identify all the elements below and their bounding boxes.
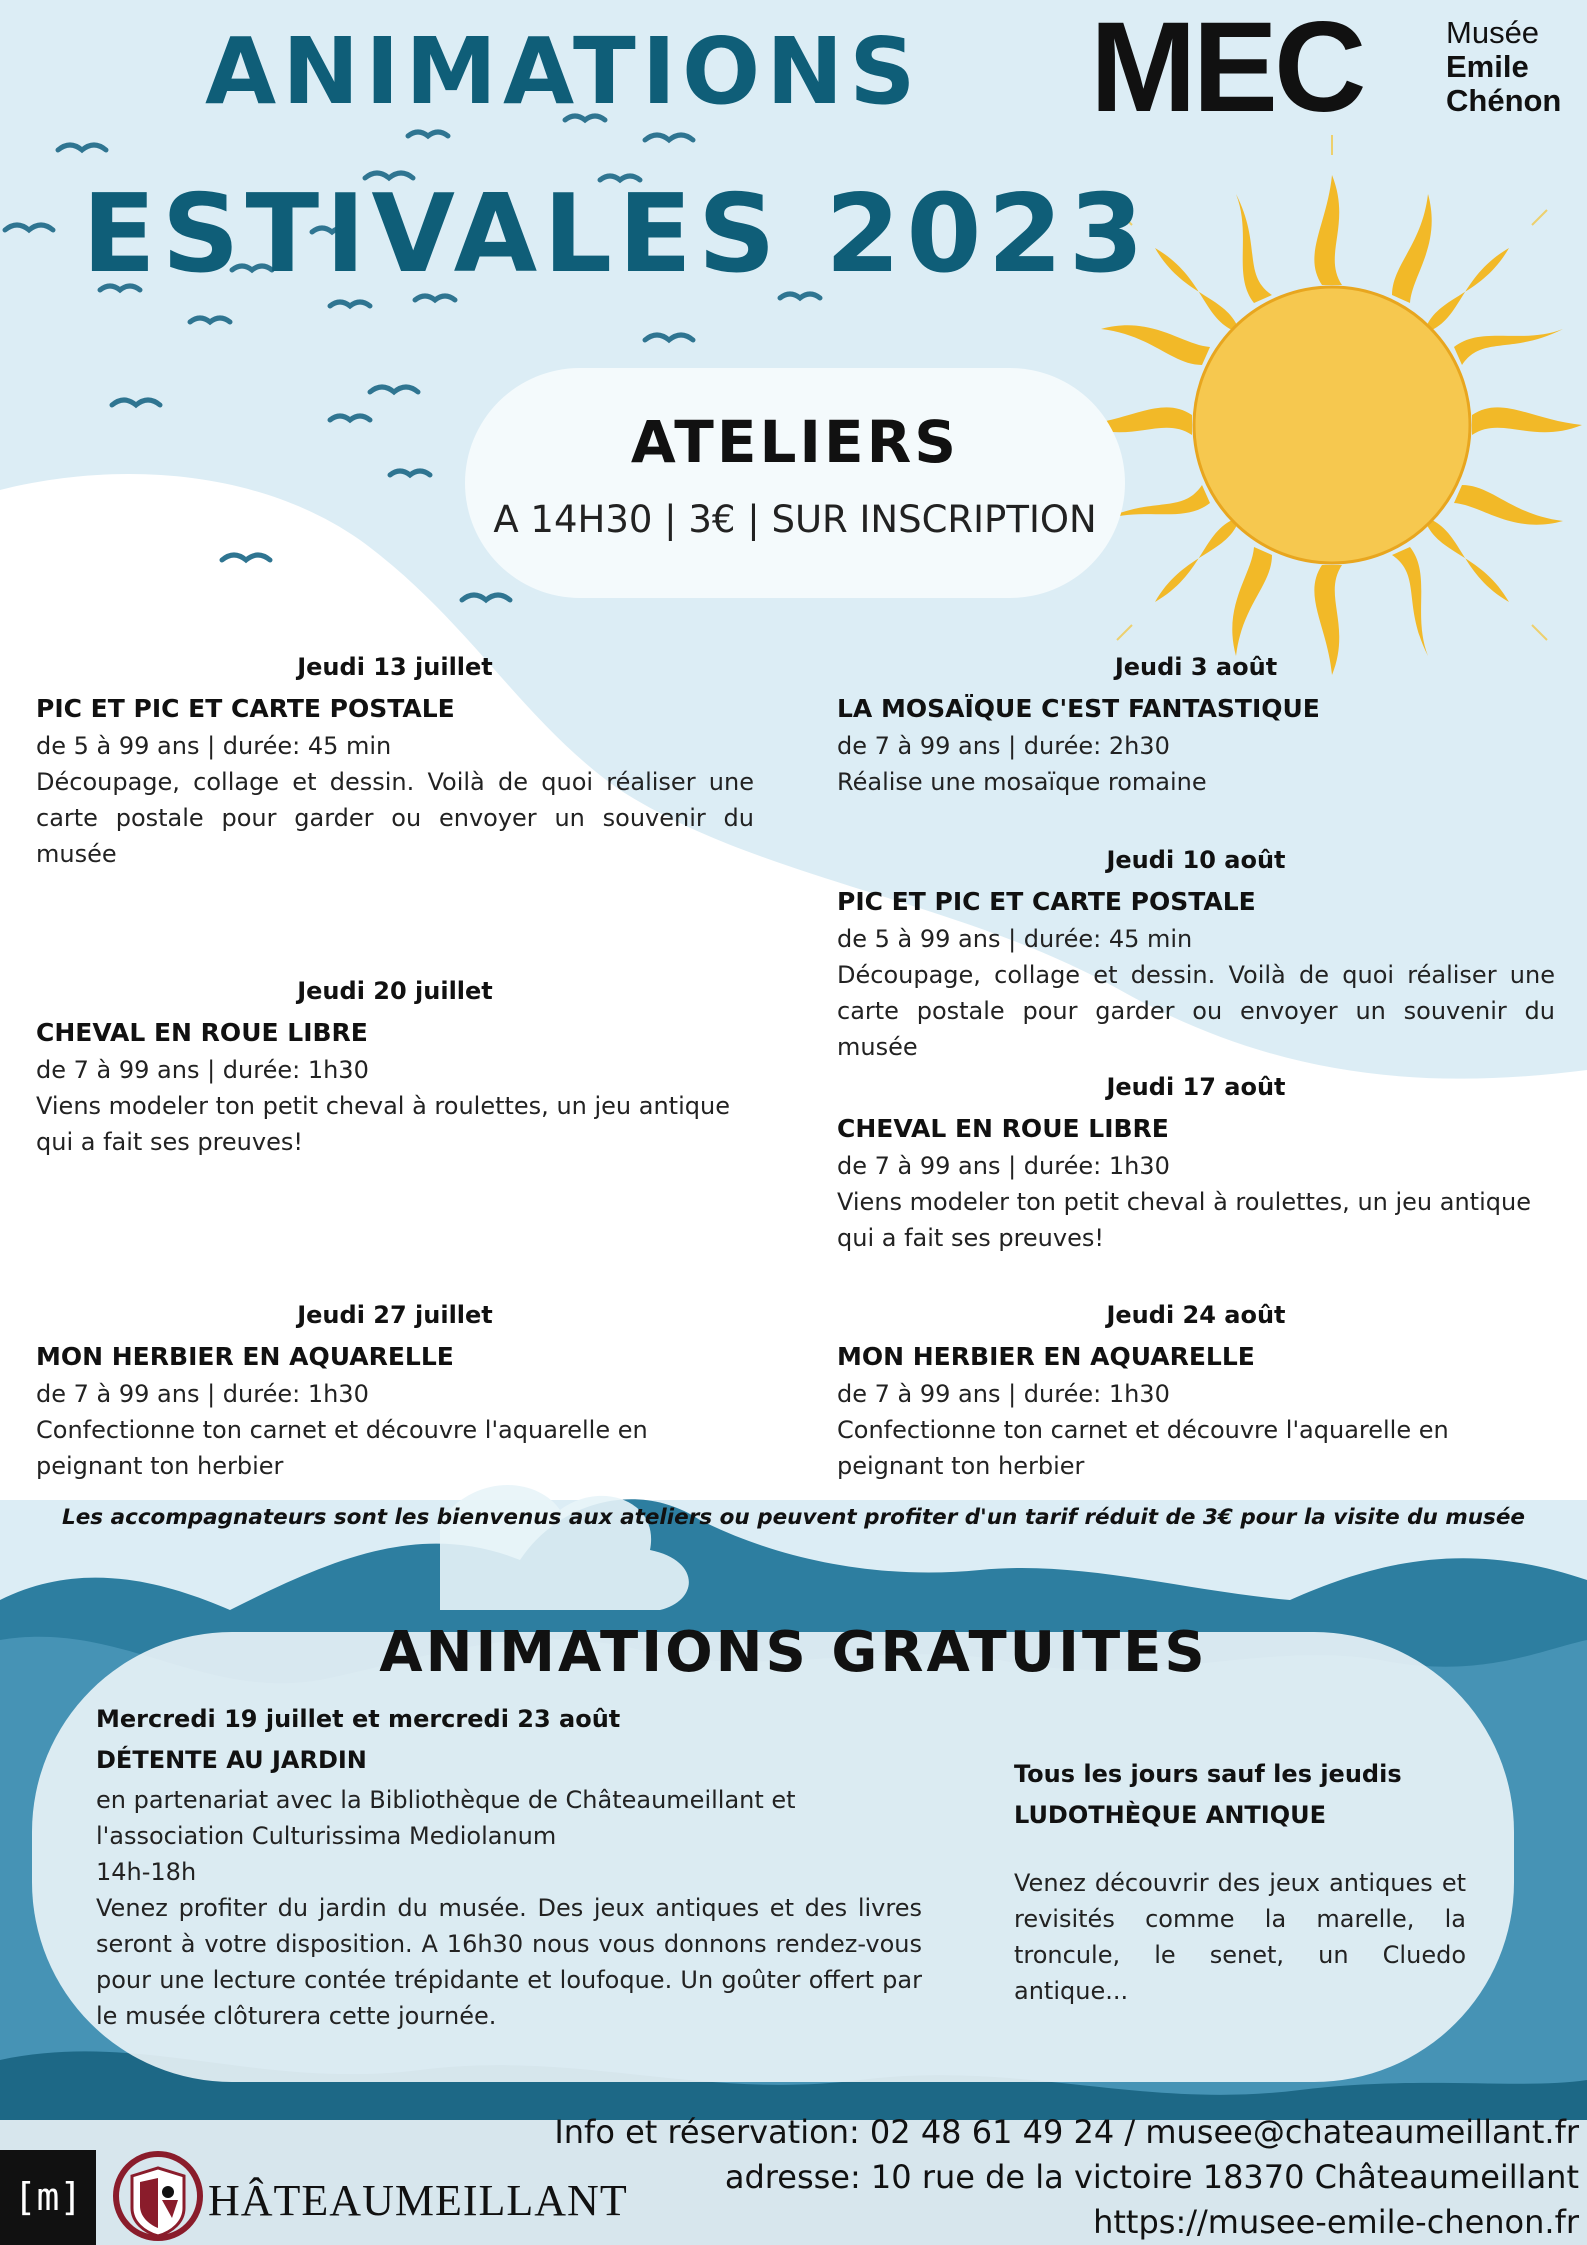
event-meta: de 5 à 99 ans | durée: 45 min (36, 732, 392, 760)
free-event-date: Mercredi 19 juillet et mercredi 23 août (96, 1705, 621, 1733)
event-name: MON HERBIER EN AQUARELLE (837, 1342, 1255, 1371)
event-meta: de 7 à 99 ans | durée: 1h30 (36, 1380, 369, 1408)
town-crest-icon (112, 2148, 204, 2243)
event-block (36, 650, 754, 872)
event-meta: de 7 à 99 ans | durée: 1h30 (837, 1380, 1170, 1408)
logo-line-1: Musée (1446, 15, 1540, 50)
event-description: Réalise une mosaïque romaine (837, 768, 1207, 796)
free-event-garden (96, 1700, 922, 2034)
event-meta: de 5 à 99 ans | durée: 45 min (837, 925, 1193, 953)
event-date: Jeudi 27 juillet (297, 1301, 493, 1329)
event-description: Viens modeler ton petit cheval à roulettes, un jeu antique qui a fait ses preuves! (837, 1188, 1531, 1252)
free-event-hours: 14h-18h (96, 1858, 197, 1886)
free-event-partner: en partenariat avec la Bibliothèque de Châteaumeillant et l'association Culturissima Mediolanum (96, 1786, 796, 1850)
event-name: MON HERBIER EN AQUARELLE (36, 1342, 454, 1371)
event-block (36, 974, 754, 1160)
footer-contact (554, 2110, 1579, 2245)
event-block (837, 1298, 1555, 1484)
event-date: Jeudi 10 août (1106, 846, 1286, 874)
event-date: Jeudi 17 août (1106, 1073, 1286, 1101)
ateliers-title: ATELIERS (630, 408, 960, 476)
event-description: Viens modeler ton petit cheval à roulettes, un jeu antique qui a fait ses preuves! (36, 1092, 730, 1156)
title-line-2: ESTIVALES 2023 (82, 172, 1150, 297)
event-name: CHEVAL EN ROUE LIBRE (837, 1114, 1169, 1143)
title-line-1: ANIMATIONS (205, 18, 922, 125)
event-date: Jeudi 24 août (1106, 1301, 1286, 1329)
town-name: HÂTEAUMEILLANT (208, 2176, 628, 2225)
event-meta: de 7 à 99 ans | durée: 1h30 (36, 1056, 369, 1084)
companion-note: Les accompagnateurs sont les bienvenus aux ateliers ou peuvent profiter d'un tarif réduit de 3€ pour la visite du musée (62, 1505, 1525, 1530)
free-event-date: Tous les jours sauf les jeudis (1014, 1760, 1402, 1788)
free-animations-title: ANIMATIONS GRATUITES (379, 1620, 1208, 1685)
logo-line-2: Emile (1446, 49, 1529, 84)
event-description: Découpage, collage et dessin. Voilà de quoi réaliser une carte postale pour garder ou envoyer un souvenir du musée (36, 768, 754, 868)
event-block (837, 650, 1555, 800)
logo-line-3: Chénon (1446, 83, 1562, 118)
event-meta: de 7 à 99 ans | durée: 2h30 (837, 732, 1170, 760)
footer-phone-email[interactable]: Info et réservation: 02 48 61 49 24 / musee@chateaumeillant.fr (554, 2113, 1579, 2151)
museum-badge-logo (0, 2150, 96, 2245)
event-description: Découpage, collage et dessin. Voilà de quoi réaliser une carte postale pour garder ou envoyer un souvenir du musée (837, 961, 1555, 1061)
museum-logo (1090, 0, 1580, 139)
logo-letters: MEC (1090, 0, 1363, 139)
event-name: PIC ET PIC ET CARTE POSTALE (837, 887, 1256, 916)
event-date: Jeudi 3 août (1114, 653, 1278, 681)
free-event-name: LUDOTHÈQUE ANTIQUE (1014, 1801, 1326, 1829)
event-date: Jeudi 13 juillet (297, 653, 493, 681)
event-block (837, 843, 1555, 1065)
free-event-ludotheque (1014, 1755, 1466, 2009)
event-name: PIC ET PIC ET CARTE POSTALE (36, 694, 455, 723)
event-description: Confectionne ton carnet et découvre l'aquarelle en peignant ton herbier (36, 1416, 648, 1480)
event-block (837, 1070, 1555, 1256)
event-name: CHEVAL EN ROUE LIBRE (36, 1018, 368, 1047)
logo-museum-name (1446, 16, 1561, 118)
ateliers-subtitle: A 14H30 | 3€ | SUR INSCRIPTION (493, 498, 1097, 541)
free-event-name: DÉTENTE AU JARDIN (96, 1746, 367, 1774)
museum-badge-text: [m] (13, 2175, 83, 2219)
event-description: Confectionne ton carnet et découvre l'aquarelle en peignant ton herbier (837, 1416, 1449, 1480)
footer-address: adresse: 10 rue de la victoire 18370 Châteaumeillant (724, 2158, 1579, 2196)
event-date: Jeudi 20 juillet (297, 977, 493, 1005)
event-meta: de 7 à 99 ans | durée: 1h30 (837, 1152, 1170, 1180)
free-event-description: Venez profiter du jardin du musée. Des jeux antiques et des livres seront à votre disposition. A 16h30 nous vous donnons rendez-vous pour une lecture contée trépidante et loufoque. Un goûter offert par le musée clôturera cette journée. (96, 1894, 922, 2030)
event-block (36, 1298, 754, 1484)
event-name: LA MOSAÏQUE C'EST FANTASTIQUE (837, 694, 1320, 723)
footer-website-link[interactable]: https://musee-emile-chenon.fr (1093, 2203, 1579, 2241)
ateliers-cloud (465, 368, 1125, 598)
free-event-description: Venez découvrir des jeux antiques et revisités comme la marelle, la troncule, le senet, un Cluedo antique... (1014, 1869, 1466, 2005)
